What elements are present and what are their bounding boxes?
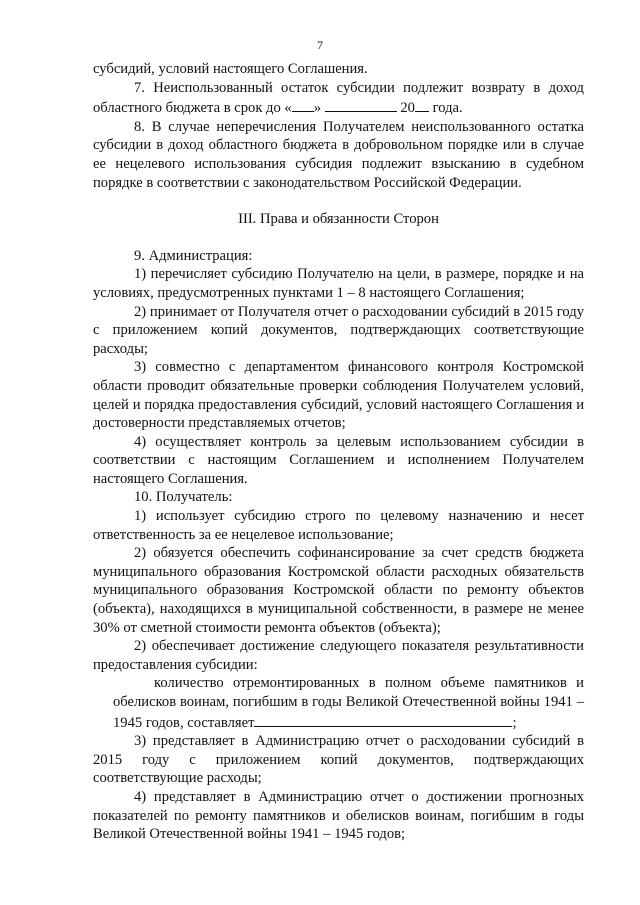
indicator-blank [254, 712, 512, 727]
paragraph-10-title: 10. Получатель: [134, 489, 233, 506]
paragraph-9-item-1: 1) перечисляет субсидию Получателю на цели, в размере, порядке и на условиях, предусмотренных пунктами 1 – 8 настоящего Соглашения; [93, 266, 584, 301]
indicator-paragraph [93, 674, 584, 732]
paragraph-7-text-b: » [313, 100, 325, 117]
paragraph-8: 8. В случае неперечисления Получателем неиспользованного остатка субсидии в доход областного бюджета в добровольном порядке или в случае ее нецелевого использования субсидия подлежит взысканию в судебном порядке в соответствии с законодательством Российской Федерации. [93, 118, 584, 191]
paragraph-9-item-2: 2) принимает от Получателя отчет о расходовании субсидий в 2015 году с приложением копий документов, подтверждающих соответствующие расходы; [93, 303, 584, 357]
paragraph-9-item-4: 4) осуществляет контроль за целевым использованием субсидии в соответствии с настоящим Соглашением и исполнением Получателем настоящего Соглашения. [93, 433, 584, 487]
paragraph-10-item-3: 3) представляет в Администрацию отчет о расходовании субсидий в 2015 году с приложением копий документов, подтверждающих соответствующие расходы; [93, 733, 584, 787]
indicator-text: количество отремонтированных в полном объеме памятников и обелисков воинам, погибшим в годы Великой Отечественной войны 1941 – 1945 годов, составляет [113, 675, 584, 731]
paragraph-7-text-a: 7. Неиспользованный остаток субсидии подлежит возврату в доход областного бюджета в срок до « [93, 79, 584, 117]
paragraph-7-text-d: года. [428, 100, 463, 117]
year-blank [415, 97, 429, 112]
paragraph-7-text-c: 20 [396, 100, 415, 117]
paragraph-10-item-1: 1) использует субсидию строго по целевому назначению и несет ответственность за ее нецелевое использование; [93, 508, 584, 543]
indicator-end: ; [512, 714, 517, 731]
page-number: 7 [317, 38, 323, 52]
document-body [93, 60, 584, 844]
month-blank [325, 97, 397, 112]
paragraph-10-item-2b: 2) обеспечивает достижение следующего показателя результативности предоставления субсидии: [93, 638, 584, 673]
day-blank [292, 97, 314, 112]
paragraph-10-item-2: 2) обязуется обеспечить софинансирование за счет средств бюджета муниципального образования Костромской области расходных обязательств муниципального образования Костромской области по ремонту объектов (объекта), находящихся в муниципальной собственности, в размере не менее 30% от сметной стоимости ремонта объектов (объекта); [93, 545, 584, 636]
paragraph-9-title: 9. Администрация: [134, 247, 253, 264]
paragraph-continuation: субсидий, условий настоящего Соглашения. [93, 61, 368, 77]
paragraph-7 [93, 79, 584, 118]
paragraph-9-item-3: 3) совместно с департаментом финансового контроля Костромской области проводит обязательные проверки соблюдения Получателем условий, целей и порядка предоставления субсидий, условий настоящего Соглашения и достоверности представляемых отчетов; [93, 359, 584, 432]
paragraph-10-item-4: 4) представляет в Администрацию отчет о достижении прогнозных показателей по ремонту памятников и обелисков воинам, погибшим в годы Великой Отечественной войны 1941 – 1945 годов; [93, 788, 584, 843]
section-heading: III. Права и обязанности Сторон [238, 211, 439, 228]
